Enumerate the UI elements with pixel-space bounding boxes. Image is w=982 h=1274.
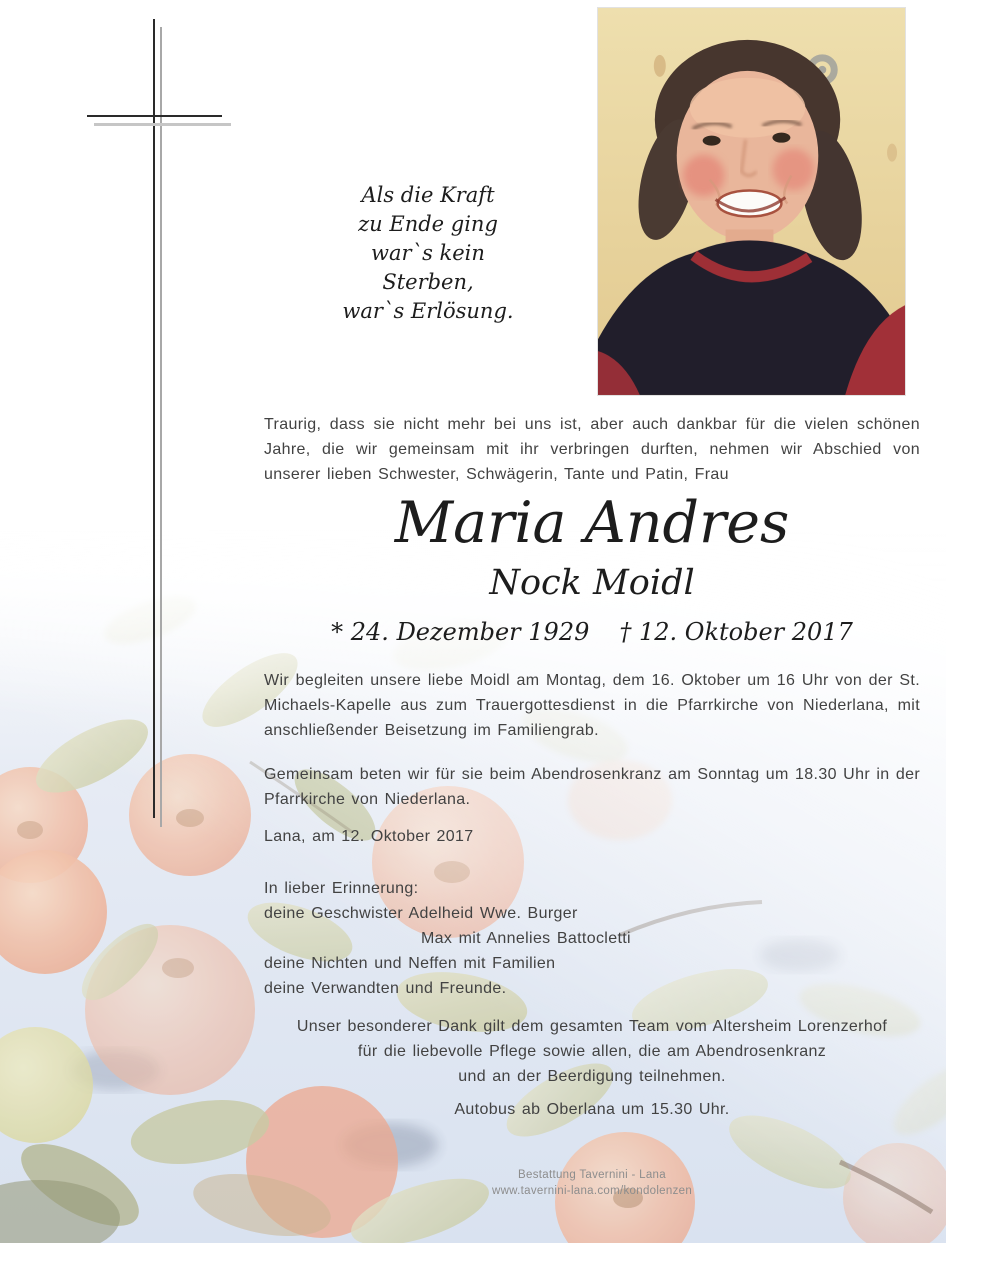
deceased-nickname: Nock Moidl bbox=[489, 563, 695, 603]
footer bbox=[264, 1167, 920, 1199]
deceased-name: Maria Andres bbox=[394, 490, 790, 556]
verse-line: zu Ende ging bbox=[358, 212, 498, 236]
memorial-verse bbox=[328, 181, 528, 326]
mourner-line: deine Nichten und Neffen mit Familien bbox=[264, 955, 556, 972]
mourners-block bbox=[264, 876, 920, 1001]
mourner-line: deine Geschwister Adelheid Wwe. Burger bbox=[264, 905, 578, 922]
cross-vertical-gray-line bbox=[160, 27, 162, 827]
thanks-line: und an der Beerdigung teilnehmen. bbox=[458, 1068, 726, 1085]
verse-line: war`s kein Sterben, bbox=[371, 241, 485, 294]
bus-note: Autobus ab Oberlana um 15.30 Uhr. bbox=[454, 1101, 730, 1118]
rosary-paragraph: Gemeinsam beten wir für sie beim Abendrosenkranz am Sonntag um 18.30 Uhr in der Pfarrkirche von Niederlana. bbox=[264, 766, 920, 808]
life-dates bbox=[264, 617, 920, 647]
condolence-url: www.tavernini-lana.com/kondolenzen bbox=[491, 1185, 693, 1197]
verse-line: Als die Kraft bbox=[361, 183, 495, 207]
thanks-line: Unser besonderer Dank gilt dem gesamten Team vom Altersheim Lorenzerhof bbox=[296, 1018, 888, 1035]
funeral-home-name: Bestattung Tavernini - Lana bbox=[518, 1169, 666, 1181]
intro-paragraph: Traurig, dass sie nicht mehr bei uns ist, aber auch dankbar für die vielen schönen Jahre, die wir gemeinsam mit ihr verbringen durften, nehmen wir Abschied von unserer lieben Schwester, Schwägerin, Tante und Patin, Frau bbox=[264, 416, 920, 483]
place-dateline: Lana, am 12. Oktober 2017 bbox=[264, 828, 474, 845]
cross-horizontal-dark-line bbox=[87, 115, 222, 117]
death-date: † 12. Oktober 2017 bbox=[619, 618, 853, 646]
mourner-line: Max mit Annelies Battocletti bbox=[421, 930, 631, 947]
funeral-paragraph: Wir begleiten unsere liebe Moidl am Montag, dem 16. Oktober um 16 Uhr von der St. Michaels-Kapelle aus zum Trauergottesdienst in die Pfarrkirche von Niederlana, mit anschließender Beisetzung im Familiengrab. bbox=[264, 672, 920, 739]
cross-horizontal-gray-line bbox=[94, 123, 231, 126]
cross-vertical-dark-line bbox=[153, 19, 155, 818]
verse-line: war`s Erlösung. bbox=[342, 299, 514, 323]
birth-date: * 24. Dezember 1929 bbox=[331, 618, 590, 646]
thanks-block bbox=[264, 1014, 920, 1089]
portrait-photo bbox=[597, 7, 906, 396]
thanks-line: für die liebevolle Pflege sowie allen, die am Abendrosenkranz bbox=[357, 1043, 827, 1060]
remembrance-heading: In lieber Erinnerung: bbox=[264, 880, 419, 897]
mourner-line: deine Verwandten und Freunde. bbox=[264, 980, 507, 997]
